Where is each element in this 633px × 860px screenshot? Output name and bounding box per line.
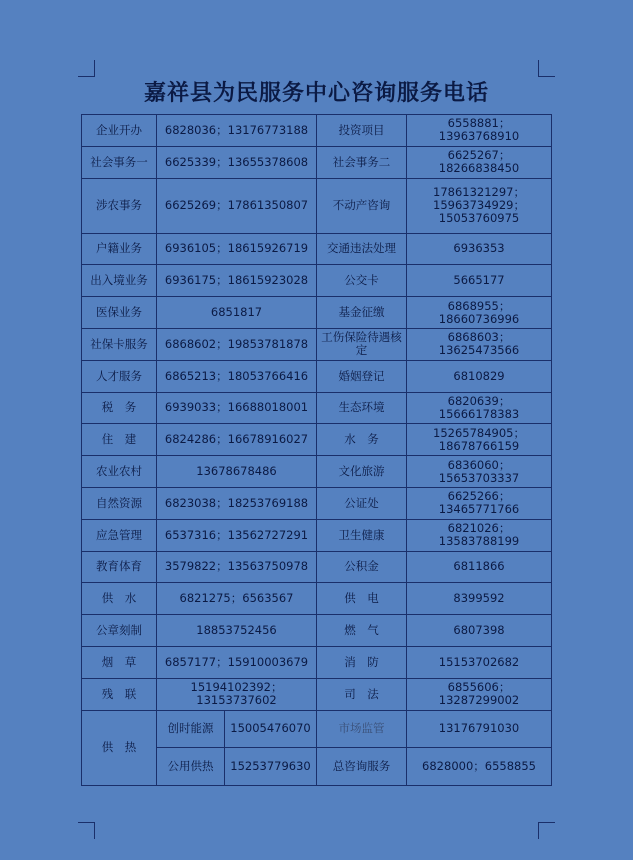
table-row — [82, 265, 552, 297]
department-name: 人才服务 — [82, 360, 157, 392]
department-phone: 6936105；18615926719 — [157, 233, 317, 265]
table-row — [82, 392, 552, 424]
department-phone: 6851817 — [157, 297, 317, 329]
crop-mark-top-right — [538, 60, 555, 77]
table-row — [82, 297, 552, 329]
department-name: 残 联 — [82, 678, 157, 710]
department-phone: 6625269；17861350807 — [157, 178, 317, 233]
department-phone: 15153702682 — [407, 646, 552, 678]
table-row — [82, 146, 552, 178]
department-name: 供 热 — [82, 710, 157, 785]
department-phone: 13678678486 — [157, 456, 317, 488]
department-name: 消 防 — [317, 646, 407, 678]
department-name: 公证处 — [317, 487, 407, 519]
department-phone: 8399592 — [407, 583, 552, 615]
department-name: 投资项目 — [317, 115, 407, 147]
department-phone: 6855606；13287299002 — [407, 678, 552, 710]
department-phone: 6810829 — [407, 360, 552, 392]
crop-mark-top-left — [78, 60, 95, 77]
department-name: 教育体育 — [82, 551, 157, 583]
table-row — [82, 456, 552, 488]
department-name: 供 电 — [317, 583, 407, 615]
department-name: 社会事务一 — [82, 146, 157, 178]
department-name: 供 水 — [82, 583, 157, 615]
department-phone: 6828036；13176773188 — [157, 115, 317, 147]
department-phone: 6865213；18053766416 — [157, 360, 317, 392]
department-name: 税 务 — [82, 392, 157, 424]
department-name: 户籍业务 — [82, 233, 157, 265]
table-row — [82, 583, 552, 615]
department-name: 燃 气 — [317, 615, 407, 647]
department-phone: 6824286；16678916027 — [157, 424, 317, 456]
department-phone: 6828000；6558855 — [407, 748, 552, 786]
department-phone: 6625339；13655378608 — [157, 146, 317, 178]
department-phone: 6936175；18615923028 — [157, 265, 317, 297]
table-row — [82, 424, 552, 456]
department-name: 文化旅游 — [317, 456, 407, 488]
crop-mark-bottom-left — [78, 822, 95, 839]
department-name: 烟 草 — [82, 646, 157, 678]
department-phone: 17861321297；15963734929；15053760975 — [407, 178, 552, 233]
department-name: 应急管理 — [82, 519, 157, 551]
department-name: 住 建 — [82, 424, 157, 456]
department-name: 公交卡 — [317, 265, 407, 297]
department-name: 企业开办 — [82, 115, 157, 147]
table-row — [82, 519, 552, 551]
department-name: 婚姻登记 — [317, 360, 407, 392]
table-row — [82, 678, 552, 710]
department-phone: 6821275；6563567 — [157, 583, 317, 615]
department-phone: 6857177；15910003679 — [157, 646, 317, 678]
department-phone: 6807398 — [407, 615, 552, 647]
department-phone: 6939033；16688018001 — [157, 392, 317, 424]
table-row — [82, 328, 552, 360]
department-name: 不动产咨询 — [317, 178, 407, 233]
department-phone: 6625267；18266838450 — [407, 146, 552, 178]
table-row — [82, 233, 552, 265]
department-name: 基金征缴 — [317, 297, 407, 329]
table-row — [82, 178, 552, 233]
department-phone: 6868603；13625473566 — [407, 328, 552, 360]
sub-department-name: 公用供热 — [157, 748, 225, 786]
department-phone: 15265784905；18678766159 — [407, 424, 552, 456]
department-name: 工伤保险待遇核定 — [317, 328, 407, 360]
department-name: 交通违法处理 — [317, 233, 407, 265]
department-phone: 6868602；19853781878 — [157, 328, 317, 360]
department-phone: 6820639；15666178383 — [407, 392, 552, 424]
table-row — [82, 646, 552, 678]
page-title: 嘉祥县为民服务中心咨询服务电话 — [143, 81, 489, 106]
department-phone: 6936353 — [407, 233, 552, 265]
department-phone: 6625266；13465771766 — [407, 487, 552, 519]
department-phone: 6836060；15653703337 — [407, 456, 552, 488]
department-phone: 6821026；13583788199 — [407, 519, 552, 551]
department-name: 市场监管 — [317, 710, 407, 748]
table-row — [82, 615, 552, 647]
department-phone: 6868955；18660736996 — [407, 297, 552, 329]
department-name: 公积金 — [317, 551, 407, 583]
department-phone: 15194102392；13153737602 — [157, 678, 317, 710]
department-name: 总咨询服务 — [317, 748, 407, 786]
department-phone: 5665177 — [407, 265, 552, 297]
department-phone: 18853752456 — [157, 615, 317, 647]
table-row — [82, 115, 552, 147]
department-name: 涉农事务 — [82, 178, 157, 233]
sub-department-name: 创时能源 — [157, 710, 225, 748]
department-phone: 15253779630 — [225, 748, 317, 786]
department-phone: 3579822；13563750978 — [157, 551, 317, 583]
table-row — [82, 551, 552, 583]
department-name: 自然资源 — [82, 487, 157, 519]
department-name: 卫生健康 — [317, 519, 407, 551]
table-row — [82, 710, 552, 748]
department-phone: 6558881；13963768910 — [407, 115, 552, 147]
department-name: 生态环境 — [317, 392, 407, 424]
table-row — [82, 487, 552, 519]
crop-mark-bottom-right — [538, 822, 555, 839]
department-name: 司 法 — [317, 678, 407, 710]
department-name: 公章刻制 — [82, 615, 157, 647]
department-name: 出入境业务 — [82, 265, 157, 297]
department-name: 医保业务 — [82, 297, 157, 329]
department-phone: 15005476070 — [225, 710, 317, 748]
table-row — [82, 360, 552, 392]
department-phone: 6537316；13562727291 — [157, 519, 317, 551]
department-name: 水 务 — [317, 424, 407, 456]
phone-directory-table — [81, 114, 552, 786]
department-phone: 13176791030 — [407, 710, 552, 748]
department-phone: 6811866 — [407, 551, 552, 583]
department-name: 社会事务二 — [317, 146, 407, 178]
department-name: 农业农村 — [82, 456, 157, 488]
department-name: 社保卡服务 — [82, 328, 157, 360]
table-body — [82, 115, 552, 786]
department-phone: 6823038；18253769188 — [157, 487, 317, 519]
